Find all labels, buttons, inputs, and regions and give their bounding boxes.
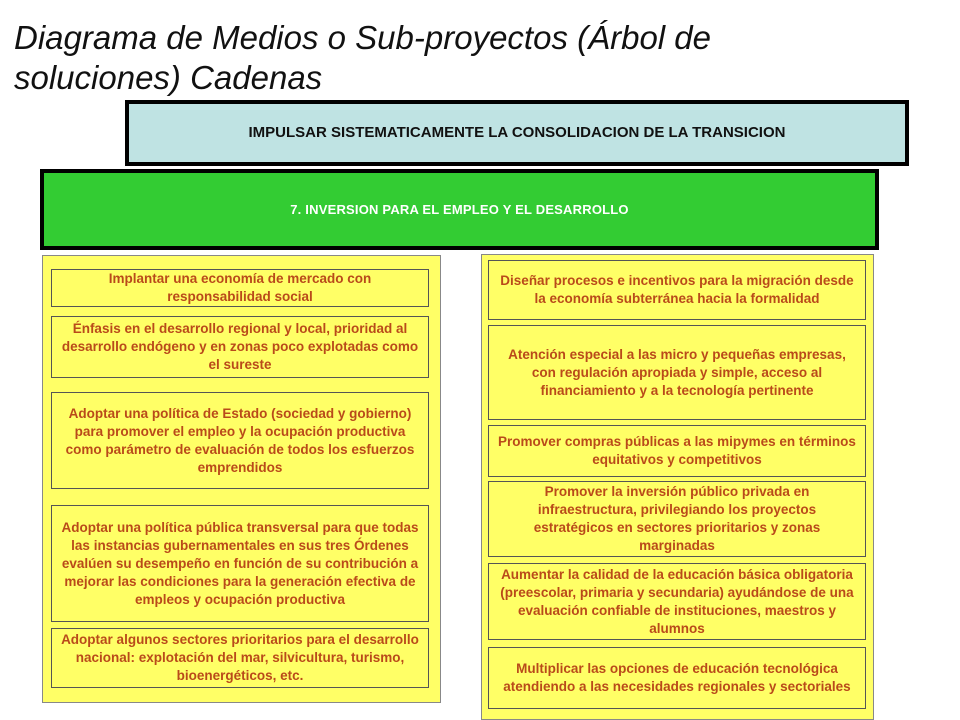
right-item-6: Multiplicar las opciones de educación tecnológica atendiendo a las necesidades regionales y sectoriales bbox=[488, 647, 866, 709]
goal-box bbox=[125, 100, 909, 166]
right-item-1: Diseñar procesos e incentivos para la migración desde la economía subterránea hacia la formalidad bbox=[488, 260, 866, 320]
left-item-3: Adoptar una política de Estado (sociedad y gobierno) para promover el empleo y la ocupación productiva como parámetro de evaluación de todos los esfuerzos emprendidos bbox=[51, 392, 429, 489]
right-item-5: Aumentar la calidad de la educación básica obligatoria (preescolar, primaria y secundaria) ayudándose de una evaluación confiable de instituciones, maestros y alumnos bbox=[488, 563, 866, 640]
goal-text: IMPULSAR SISTEMATICAMENTE LA CONSOLIDACION DE LA TRANSICION bbox=[248, 124, 786, 141]
left-item-2: Énfasis en el desarrollo regional y local, prioridad al desarrollo endógeno y en zonas poco explotadas como el sureste bbox=[51, 316, 429, 378]
strategy-text: 7. INVERSION PARA EL EMPLEO Y EL DESARROLLO bbox=[290, 202, 629, 217]
right-item-4: Promover la inversión público privada en infraestructura, privilegiando los proyectos estratégicos en sectores prioritarios y zonas marginadas bbox=[488, 481, 866, 557]
right-item-2: Atención especial a las micro y pequeñas empresas, con regulación apropiada y simple, acceso al financiamiento y a la tecnología pertinente bbox=[488, 325, 866, 420]
left-item-5: Adoptar algunos sectores prioritarios para el desarrollo nacional: explotación del mar, silvicultura, turismo, bioenergéticos, etc. bbox=[51, 628, 429, 688]
right-item-3: Promover compras públicas a las mipymes en términos equitativos y competitivos bbox=[488, 425, 866, 477]
left-item-4: Adoptar una política pública transversal para que todas las instancias gubernamentales en sus tres Órdenes evalúen su desempeño en función de su contribución a mejorar las condiciones para la generación efectiva de empleos y ocupación productiva bbox=[51, 505, 429, 622]
left-item-1: Implantar una economía de mercado con responsabilidad social bbox=[51, 269, 429, 307]
page-title: Diagrama de Medios o Sub-proyectos (Árbol de soluciones) Cadenas bbox=[14, 19, 712, 96]
strategy-box bbox=[40, 169, 879, 250]
